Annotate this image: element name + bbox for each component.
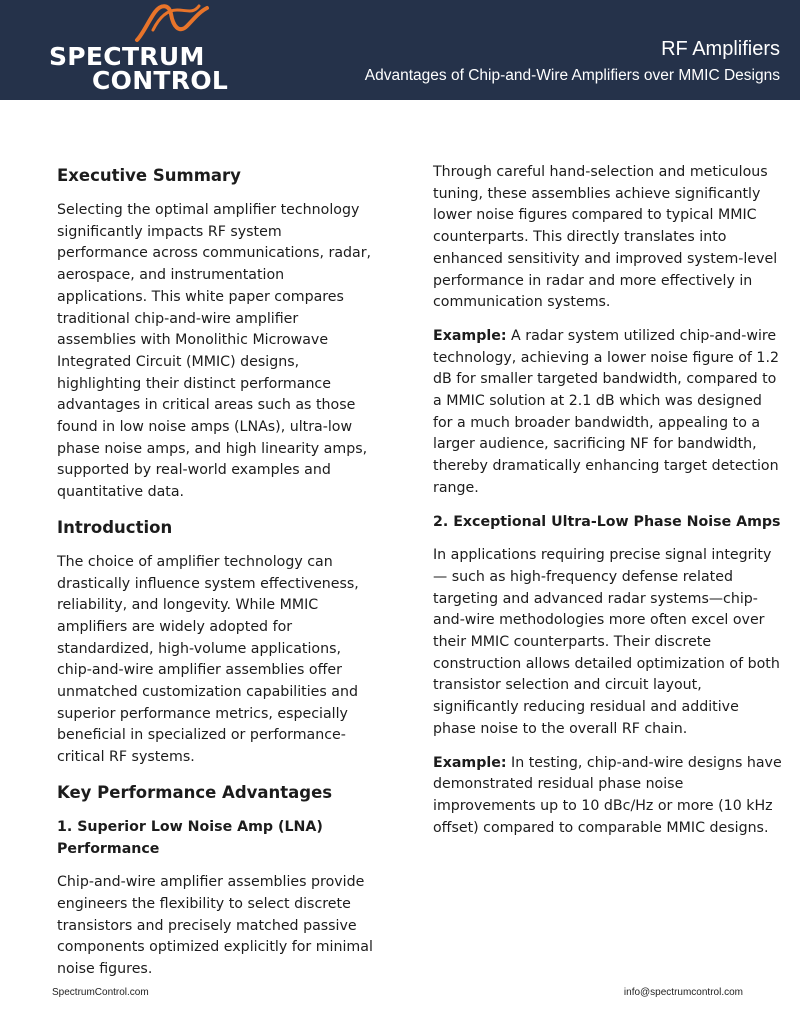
document-title: RF Amplifiers (661, 38, 780, 60)
introduction-text: The choice of amplifier technology can drastically influence system effectiveness, reliability, and longevity. While MMIC amplifiers are widely adopted for standardized, high-volume applications, chip-and-wire amplifier assemblies offer unmatched customization capabilities and superior performance metrics, especially beneficial in specialized or performance-critical RF systems. (57, 553, 359, 766)
footer-email: info@spectrumcontrol.com (623, 987, 743, 998)
example-1-label: Example: (433, 327, 507, 344)
executive-summary-text: Selecting the optimal amplifier technology significantly impacts RF system performance across communications, radar, aerospace, and instrumentation applications. This white paper compares traditional chip-and-wire amplifier assemblies with Monolithic Microwave Integrated Circuit (MMIC) designs, highlighting their distinct performance advantages in critical areas such as those found in low noise amps (LNAs), ultra-low phase noise amps, and high linearity amps, supported by real-world examples and quantitative data. (57, 202, 372, 501)
executive-summary-heading: Executive Summary (57, 166, 241, 185)
logo-text-spectrum: SPECTRUM (49, 42, 205, 71)
example-2-paragraph (433, 753, 783, 840)
phase-noise-heading: 2. Exceptional Ultra-Low Phase Noise Amps (433, 513, 781, 530)
introduction-heading: Introduction (57, 517, 173, 537)
key-performance-heading: Key Performance Advantages (57, 782, 333, 802)
phase-noise-text: In applications requiring precise signal integrity — such as high-frequency defense related targeting and advanced radar systems—chip-and-wire methodologies more often excel over their MMIC counterparts. Their discrete construction allows detailed optimization of both transistor selection and circuit layout, significantly reducing residual and additive phase noise to the overall RF chain. (433, 547, 780, 737)
page-header (0, 0, 800, 100)
document-subtitle: Advantages of Chip-and-Wire Amplifiers over MMIC Designs (364, 67, 780, 84)
example-1-text: A radar system utilized chip-and-wire technology, achieving a lower noise figure of 1.2 dB for smaller targeted bandwidth, compared to a MMIC solution at 2.1 dB which was designed for a much broader bandwidth, appealing to a larger audience, sacrificing NF for bandwidth, thereby dramatically enhancing target detection range. (433, 327, 779, 496)
lna-text: Chip-and-wire amplifier assemblies provide engineers the flexibility to select discrete transistors and precisely matched passive components optimized explicitly for minimal noise figures. (57, 874, 373, 978)
lna-heading: 1. Superior Low Noise Amp (LNA) Performance (57, 818, 323, 857)
footer-website: SpectrumControl.com (52, 987, 149, 998)
example-2-text: In testing, chip-and-wire designs have demonstrated residual phase noise improvements up to 10 dBc/Hz or more (10 kHz offset) compared to comparable MMIC designs. (433, 754, 782, 836)
right-column (433, 162, 783, 851)
example-2-label: Example: (433, 754, 507, 771)
lna-continued-text: Through careful hand-selection and meticulous tuning, these assemblies achieve significantly lower noise figures compared to typical MMIC counterparts. This directly translates into enhanced sensitivity and improved system-level performance in radar and more effectively in communication systems. (433, 164, 778, 311)
left-column (57, 164, 375, 993)
logo-text-control: CONTROL (92, 66, 229, 95)
example-1-paragraph (433, 326, 783, 500)
